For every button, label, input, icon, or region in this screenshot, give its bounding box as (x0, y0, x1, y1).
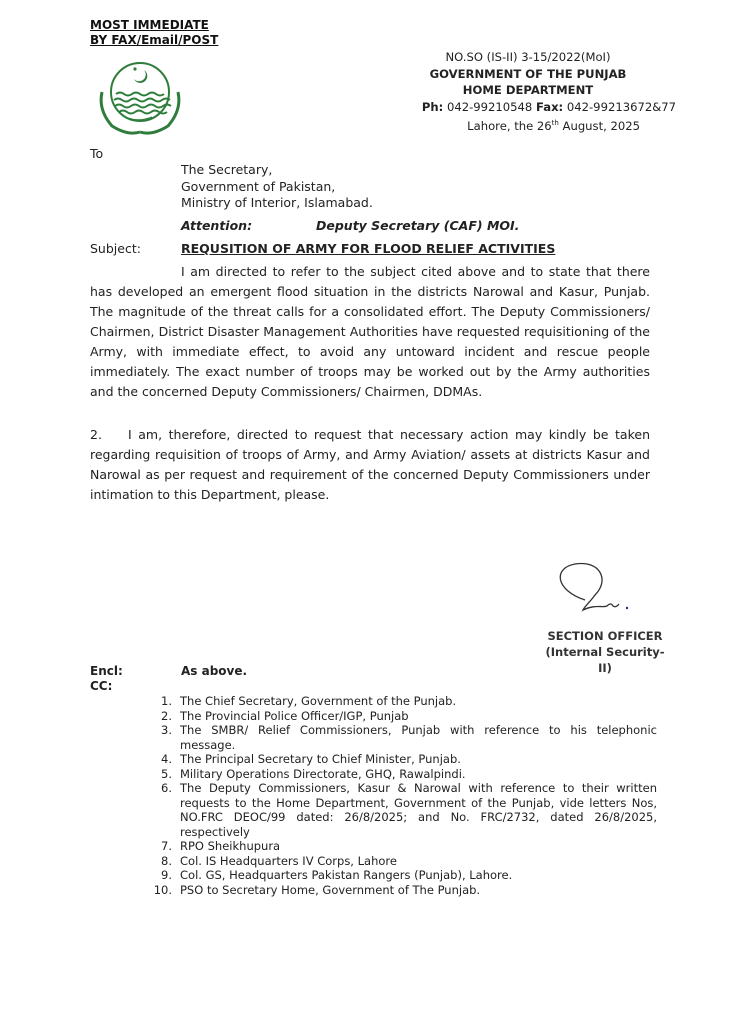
letterhead (388, 49, 676, 134)
letter-date (388, 115, 640, 134)
cc-item (145, 839, 657, 854)
enclosure-label: Encl: (90, 664, 123, 678)
cc-item-number: 3. (161, 723, 172, 737)
cc-item-text: Col. IS Headquarters IV Corps, Lahore (180, 853, 397, 868)
cc-label: CC: (90, 679, 113, 693)
date-suffix: August, 2025 (558, 118, 640, 133)
cc-item-text: Military Operations Directorate, GHQ, Rawalpindi. (180, 766, 466, 781)
cc-item-number: 10. (153, 882, 172, 897)
recipient-line: Government of Pakistan, (181, 178, 336, 194)
cc-item (145, 868, 657, 883)
cc-item-number: 2. (161, 708, 172, 723)
cc-list (145, 694, 657, 897)
signatory-subtitle: (Internal Security-II) (545, 645, 665, 675)
signatory-block (545, 628, 665, 676)
cc-item-number: 1. (161, 694, 172, 708)
cc-item-text: Col. GS, Headquarters Pakistan Rangers (Punjab), Lahore. (180, 868, 513, 882)
department-name: HOME DEPARTMENT (462, 83, 594, 97)
cc-item-text: The Principal Secretary to Chief Minister, Punjab. (180, 752, 461, 766)
signatory-title: SECTION OFFICER (547, 629, 663, 643)
attention-label: Attention: (181, 218, 253, 233)
cc-item (145, 694, 657, 709)
date-prefix: Lahore, the 26 (467, 118, 552, 133)
body-paragraph-1: I am directed to refer to the subject cited above and to state that there has developed an emergent flood situation in the districts Narowal and Kasur, Punjab. The magnitude of the threat calls for a consolidated effort. The Deputy Commissioners/ Chairmen, District Disaster Management Authorities have requested requisitioning of the Army, with immediate effect, to avoid any untoward incident and rescue people immediately. The exact number of troops may be worked out by the Army authorities and the concerned Deputy Commissioners/ Chairmen, DDMAs. (90, 264, 650, 399)
cc-item-number: 7. (161, 839, 172, 853)
signature-icon (545, 560, 665, 620)
cc-item (145, 883, 657, 898)
cc-item (145, 767, 657, 782)
recipient-line: Ministry of Interior, Islamabad. (181, 195, 373, 210)
to-label: To (90, 146, 104, 161)
paragraph-number: 2. (90, 427, 102, 442)
subject-text: REQUSITION OF ARMY FOR FLOOD RELIEF ACTIVITIES (181, 241, 556, 256)
cc-item-number: 4. (161, 752, 172, 766)
body-paragraph-2 (90, 425, 650, 505)
enclosure-value: As above. (181, 664, 248, 678)
cc-item-text: The SMBR/ Relief Commissioners, Punjab with reference to his telephonic message. (180, 723, 657, 752)
contact-line (388, 99, 676, 116)
cc-item (145, 781, 657, 839)
recipient-address (181, 162, 373, 212)
cc-item (145, 723, 657, 752)
priority-label: MOST IMMEDIATE (90, 18, 209, 32)
government-name: GOVERNMENT OF THE PUNJAB (429, 66, 627, 81)
reference-number: NO.SO (IS-II) 3-15/2022(MoI) (445, 50, 611, 64)
phone-label: Ph: (421, 99, 444, 114)
attention-value: Deputy Secretary (CAF) MOI. (316, 218, 520, 233)
cc-item (145, 709, 657, 724)
subject-label: Subject: (90, 241, 141, 256)
recipient-line: The Secretary, (181, 162, 273, 177)
date-sup: th (551, 119, 559, 127)
cc-item-text: The Deputy Commissioners, Kasur & Narowal with reference to their written requests to the Home Department, Government of the Punjab, vide letters Nos, NO.FRC DEOC/99 dated: 26/8/2025; and No. FRC/2732, dated 26/8/2025, respectively (180, 781, 657, 839)
punjab-emblem-icon (92, 52, 188, 138)
paragraph-text: I am, therefore, directed to request that necessary action may kindly be taken regarding requisition of troops of Army, and Army Aviation/ assets at districts Kasur and Narowal as per request and requirement of the concerned Deputy Commissioners under intimation to this Department, please. (90, 427, 650, 502)
fax-label: Fax: (536, 99, 564, 114)
cc-item-number: 6. (161, 781, 172, 795)
phone-number: 042-99210548 (446, 99, 533, 114)
cc-item-number: 5. (161, 766, 172, 781)
cc-item-number: 9. (161, 868, 172, 882)
cc-item-text: The Provincial Police Officer/IGP, Punjab (180, 708, 409, 723)
priority-header (90, 18, 218, 48)
cc-item (145, 854, 657, 869)
fax-number: 042-99213672&77 (566, 99, 676, 114)
cc-item-text: RPO Sheikhupura (180, 839, 281, 853)
cc-item (145, 752, 657, 767)
cc-item-number: 8. (161, 853, 172, 868)
cc-item-text: PSO to Secretary Home, Government of The Punjab. (180, 882, 481, 897)
cc-item-text: The Chief Secretary, Government of the Punjab. (180, 694, 457, 708)
delivery-label: BY FAX/Email/POST (90, 33, 219, 47)
